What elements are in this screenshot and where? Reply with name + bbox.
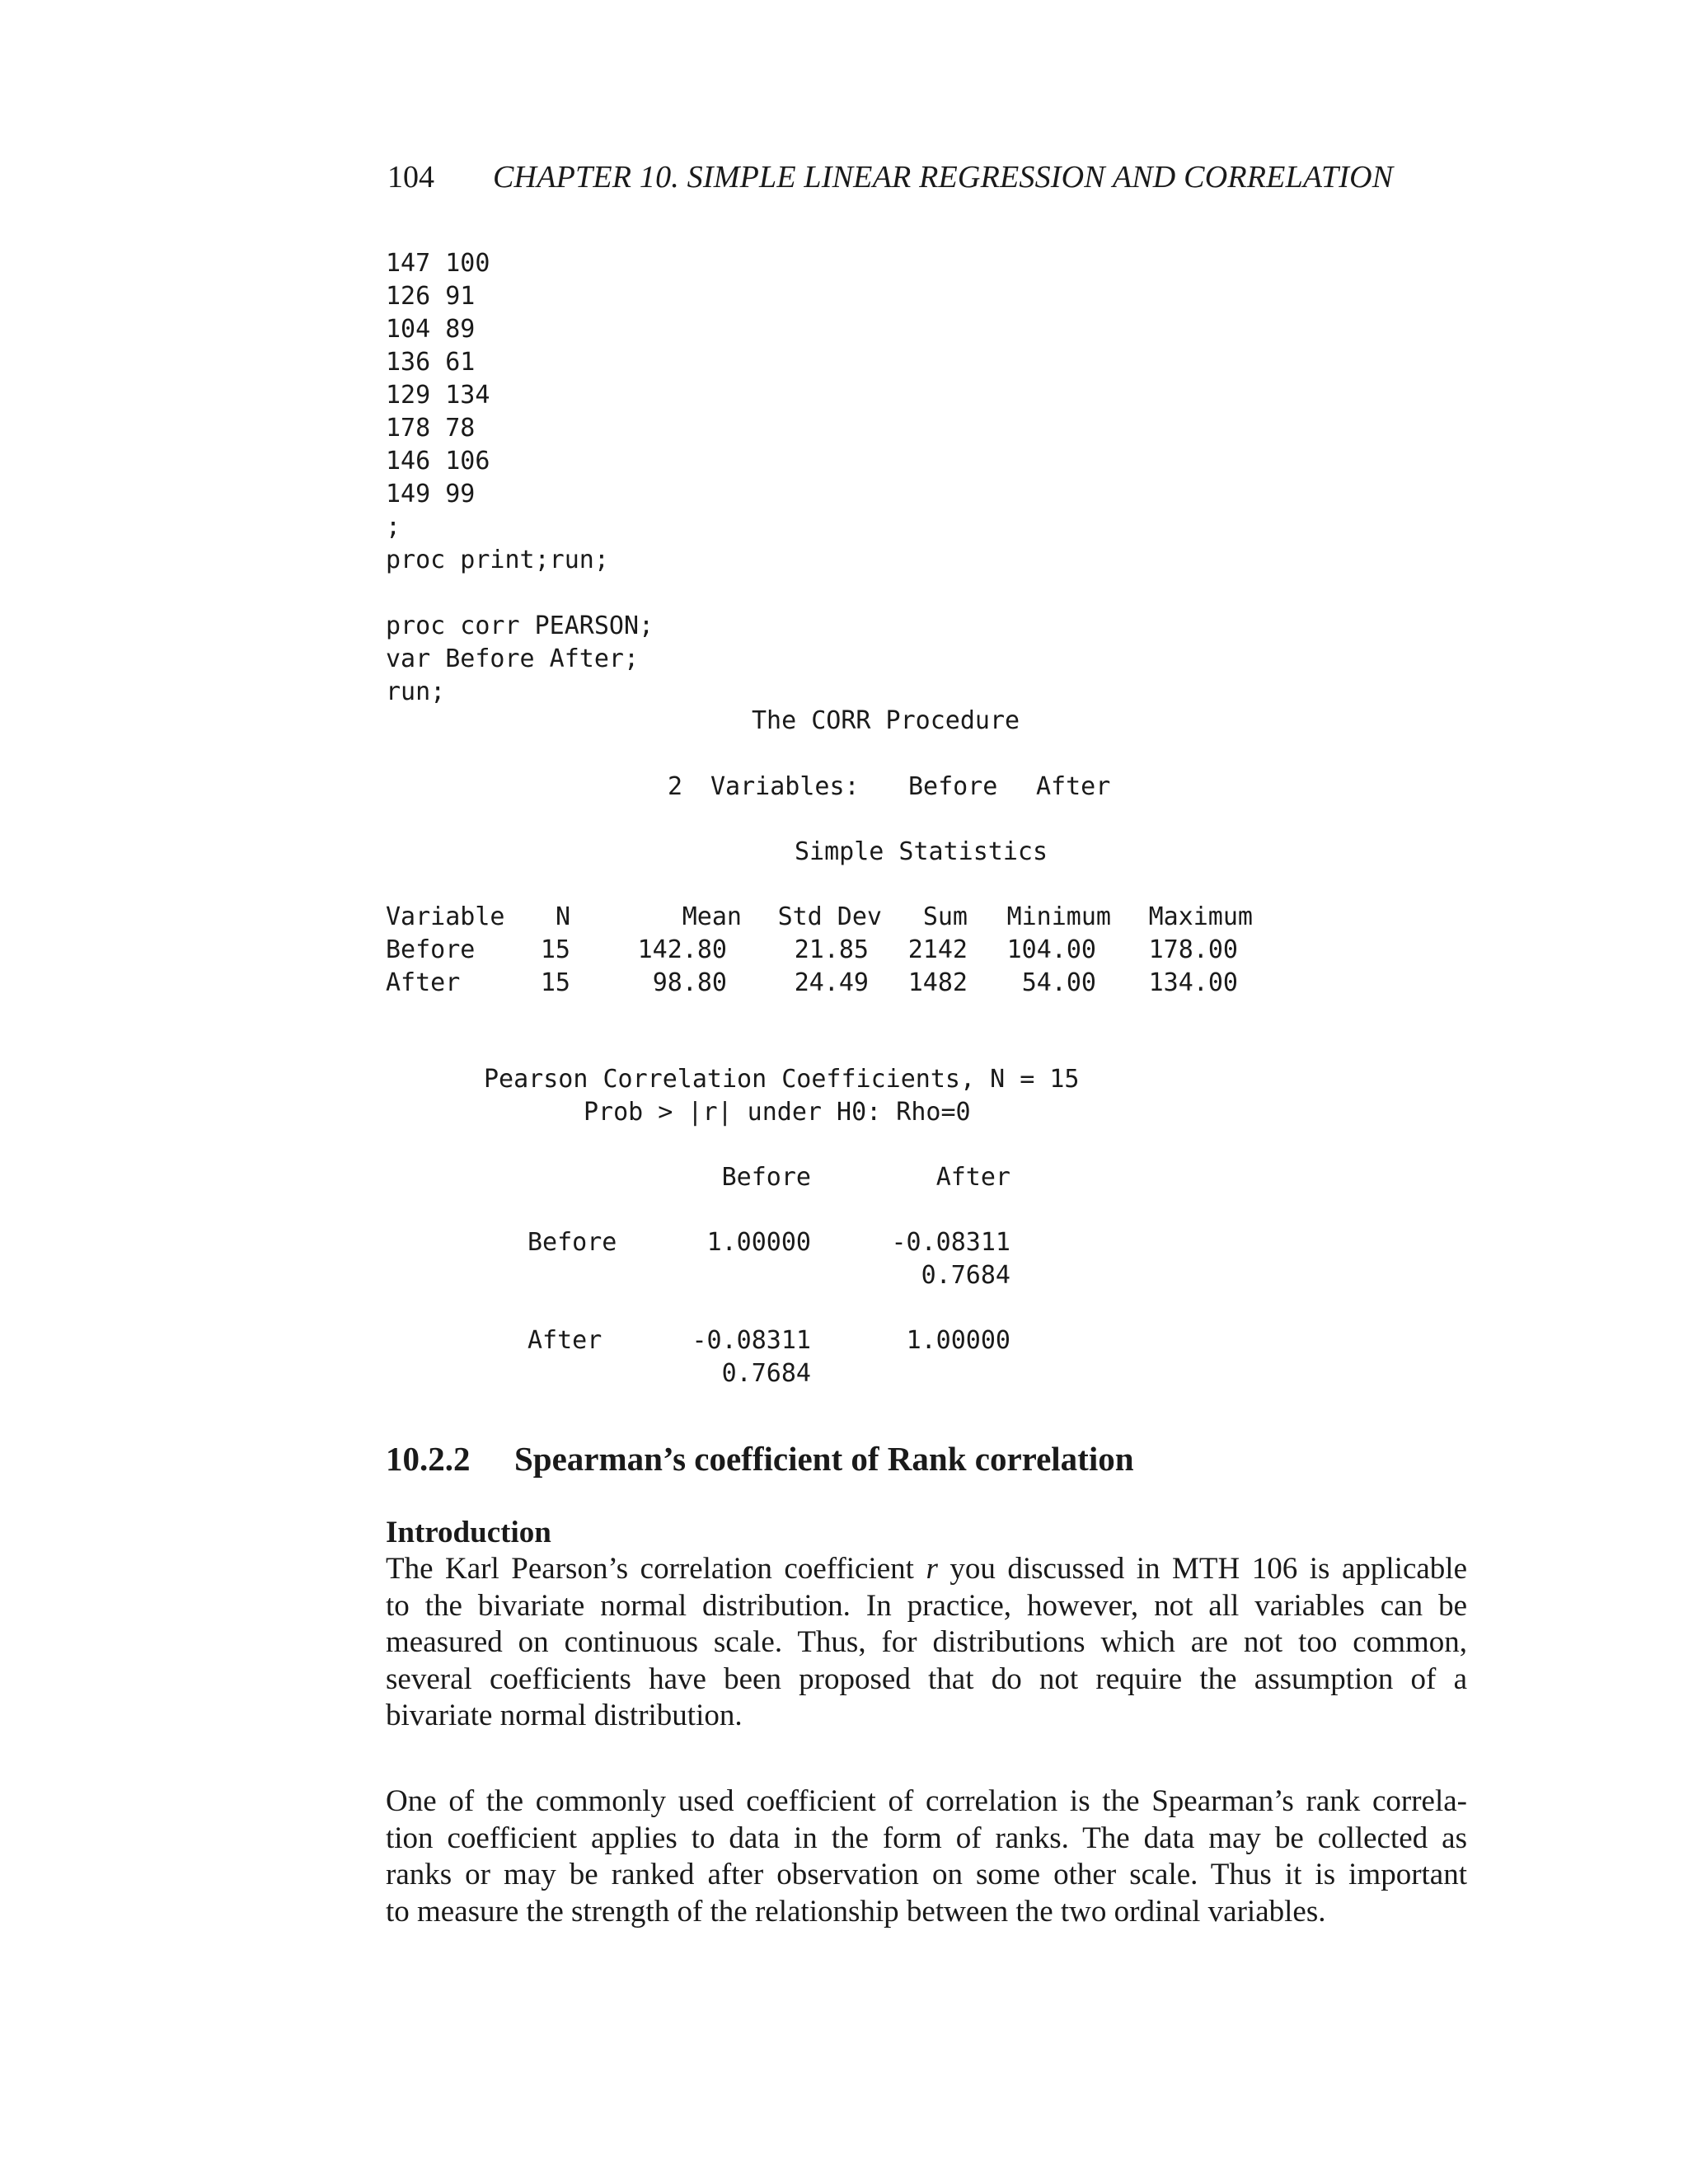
section-number: 10.2.2 xyxy=(386,1440,471,1478)
column-header: Sum xyxy=(922,902,968,931)
paragraph-line: One of the commonly used coefficient of correlation is the Spearman’s rank correla- xyxy=(386,1784,1467,1818)
column-header: Std Dev xyxy=(777,902,882,931)
code-line: 147 100 xyxy=(386,249,490,278)
correlation-value: 1.00000 xyxy=(706,1228,811,1257)
matrix-row-label: After xyxy=(528,1326,603,1355)
code-line: 104 89 xyxy=(386,315,476,344)
paragraph-line: tion coefficient applies to data in the form of ranks. The data may be collected as xyxy=(386,1821,1467,1855)
column-header: Minimum xyxy=(1006,902,1111,931)
code-line: 149 99 xyxy=(386,480,476,509)
variable-name: Before xyxy=(908,772,998,801)
correlation-value: -0.08311 xyxy=(891,1228,1010,1257)
table-cell: 15 xyxy=(540,968,570,997)
correlation-title: Pearson Correlation Coefficients, N = 15 xyxy=(484,1065,1080,1094)
correlation-value: 1.00000 xyxy=(906,1326,1010,1355)
paragraph-line: measured on continuous scale. Thus, for distributions which are not too common, xyxy=(386,1625,1467,1659)
column-header: Mean xyxy=(682,902,742,931)
paragraph-line: to measure the strength of the relationship between the two ordinal variables. xyxy=(386,1894,1326,1929)
table-cell: 2142 xyxy=(907,935,968,964)
variables-count: 2 xyxy=(668,772,683,801)
code-line: var Before After; xyxy=(386,644,640,673)
code-line: proc print;run; xyxy=(386,546,609,574)
page-number: 104 xyxy=(387,160,434,194)
variable-name: After xyxy=(1036,772,1111,801)
column-header: N xyxy=(555,902,570,931)
running-head: CHAPTER 10. SIMPLE LINEAR REGRESSION AND CORRELATION xyxy=(493,160,1394,194)
matrix-column-header: Before xyxy=(721,1163,811,1192)
paragraph-line: The Karl Pearson’s correlation coefficient r you discussed in MTH 106 is applicable xyxy=(386,1552,1468,1586)
variables-label: Variables: xyxy=(710,772,860,801)
paragraph-line: several coefficients have been proposed that do not require the assumption of a xyxy=(386,1661,1467,1696)
paragraph-line: bivariate normal distribution. xyxy=(386,1699,743,1732)
column-header: Variable xyxy=(386,902,505,931)
table-cell: 134.00 xyxy=(1148,968,1238,997)
table-cell: 21.85 xyxy=(794,935,869,964)
matrix-row-label: Before xyxy=(528,1228,617,1257)
procedure-title: The CORR Procedure xyxy=(752,706,1020,735)
introduction-paragraph-1 xyxy=(386,1551,1467,1735)
section-heading xyxy=(386,1438,1134,1479)
table-cell: 104.00 xyxy=(1006,935,1096,964)
paragraph-line: to the bivariate normal distribution. In practice, however, not all variables can be xyxy=(386,1588,1467,1623)
code-line: run; xyxy=(386,677,446,706)
matrix-column-header: After xyxy=(935,1163,1010,1192)
table-cell: 142.80 xyxy=(637,935,727,964)
simple-statistics-title: Simple Statistics xyxy=(795,837,1048,866)
p-value: 0.7684 xyxy=(921,1261,1010,1290)
introduction-paragraph-2 xyxy=(386,1783,1467,1930)
code-line: 126 91 xyxy=(386,282,476,311)
code-line: ; xyxy=(386,513,401,541)
table-cell: 98.80 xyxy=(652,968,727,997)
code-line: 178 78 xyxy=(386,414,476,443)
p-value: 0.7684 xyxy=(721,1359,811,1388)
correlation-subtitle: Prob > |r| under H0: Rho=0 xyxy=(584,1098,971,1127)
code-line: 129 134 xyxy=(386,381,490,410)
table-cell: 1482 xyxy=(907,968,968,997)
correlation-value: -0.08311 xyxy=(692,1326,811,1355)
code-line: 146 106 xyxy=(386,447,490,476)
section-title: Spearman’s coefficient of Rank correlation xyxy=(514,1440,1134,1478)
table-cell: 178.00 xyxy=(1148,935,1238,964)
table-cell: 54.00 xyxy=(1021,968,1096,997)
table-cell: After xyxy=(386,968,461,997)
table-cell: 15 xyxy=(540,935,570,964)
paragraph-line: ranks or may be ranked after observation on some other scale. Thus it is important xyxy=(386,1858,1467,1891)
introduction-heading: Introduction xyxy=(386,1516,551,1549)
column-header: Maximum xyxy=(1148,902,1253,931)
code-line: proc corr PEARSON; xyxy=(386,612,654,640)
table-cell: Before xyxy=(386,935,476,964)
code-line: 136 61 xyxy=(386,348,476,377)
table-cell: 24.49 xyxy=(794,968,869,997)
